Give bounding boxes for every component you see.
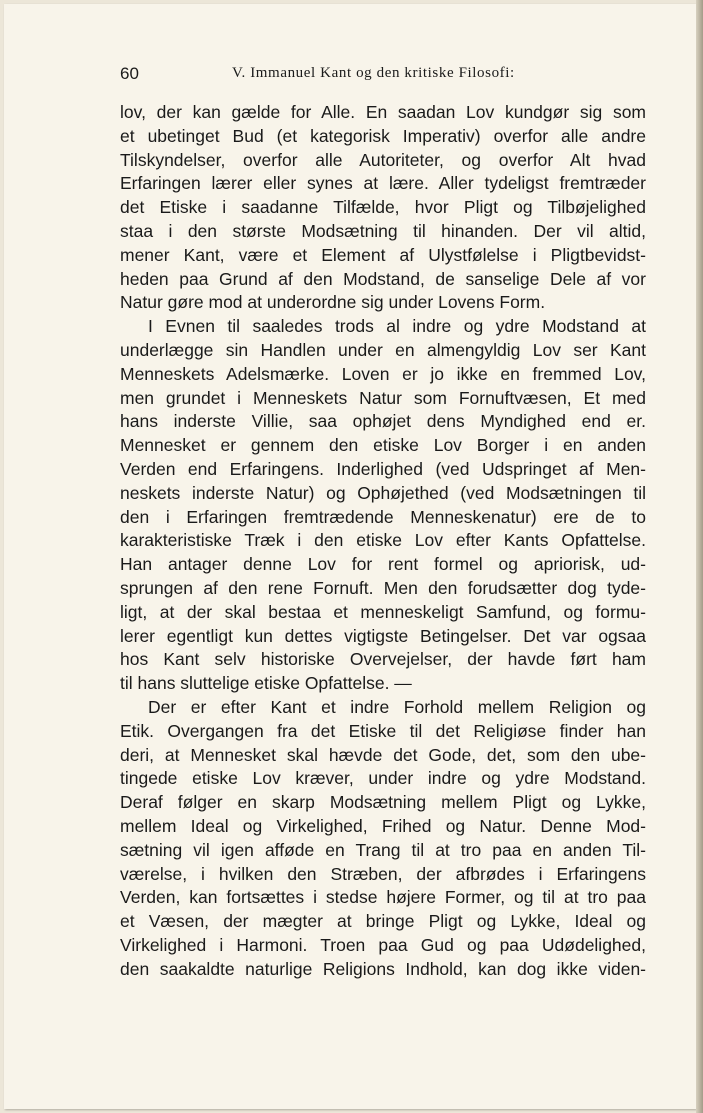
text-line: sprungen af den rene Fornuft. Men den forudsætter dog tyde- [120,577,646,598]
text-line: Mennesket er gennem den etiske Lov Borger i en anden [120,435,646,456]
text-line: Der er efter Kant et indre Forhold mellem Religion og [148,696,646,717]
text-line: Erfaringen lærer eller synes at lære. Aller tydeligst fremtræder [120,173,646,194]
text-line: underlægge sin Handlen under en almengyldig Lov ser Kant [120,339,646,360]
text-line: til hans sluttelige etiske Opfattelse. — [120,673,412,694]
text-line: ligt, at der skal bestaa et menneskeligt Samfund, og formu- [120,601,646,622]
text-line: Etik. Overgangen fra det Etiske til det Religiøse finder han [120,720,646,741]
text-line: heden paa Grund af den Modstand, de sanselige Dele af vor [120,268,646,289]
text-line: Verden, kan fortsættes i stedse højere Former, og til at tro paa [120,887,646,908]
text-line: Han antager denne Lov for rent formel og apriorisk, ud- [120,554,646,575]
text-line: neskets inderste Natur) og Ophøjethed (ved Modsætningen til [120,482,646,503]
text-line: lerer egentligt kun dettes vigtigste Betingelser. Det var ogsaa [120,625,646,646]
page-header [120,64,646,88]
text-line: værelse, i hvilken den Stræben, der afbrødes i Erfaringens [120,863,646,884]
text-line: deri, at Mennesket skal hævde det Gode, det, som den ube- [120,744,646,765]
text-line: staa i den største Modsætning til hinanden. Der vil altid, [120,220,646,241]
text-line: Tilskyndelser, overfor alle Autoriteter, og overfor Alt hvad [120,149,646,170]
text-line: karakteristiske Træk i den etiske Lov efter Kants Opfattelse. [120,530,646,551]
text-line: mener Kant, være et Element af Ulystfølelse i Pligtbevidst- [120,244,646,265]
running-title: V. Immanuel Kant og den kritiske Filosofi: [232,65,515,81]
text-line: et ubetinget Bud (et kategorisk Imperativ) overfor alle andre [120,125,646,146]
body-text [120,101,646,981]
text-line: hos Kant selv historiske Overvejelser, der havde ført ham [120,649,646,670]
text-line: det Etiske i saadanne Tilfælde, hvor Pligt og Tilbøjelighed [120,197,646,218]
text-line: Virkelighed i Harmoni. Troen paa Gud og paa Udødelighed, [120,934,646,955]
text-line: sætning vil igen afføde en Trang til at tro paa en anden Til- [120,839,646,860]
text-line: mellem Ideal og Virkelighed, Frihed og Natur. Denne Mod- [120,815,646,836]
book-page [4,4,696,1109]
page-number: 60 [120,64,139,83]
text-line: tingede etiske Lov kræver, under indre og ydre Modstand. [120,768,646,789]
text-line: den i Erfaringen fremtrædende Menneskenatur) ere de to [120,506,646,527]
text-line: Deraf følger en skarp Modsætning mellem Pligt og Lykke, [120,792,646,813]
text-line: et Væsen, der mægter at bringe Pligt og Lykke, Ideal og [120,911,646,932]
text-line: Verden end Erfaringens. Inderlighed (ved Udspringet af Men- [120,458,646,479]
text-line: den saakaldte naturlige Religions Indhold, kan dog ikke viden- [120,958,646,979]
text-line: Natur gøre mod at underordne sig under Lovens Form. [120,292,546,313]
text-line: men grundet i Menneskets Natur som Fornuftvæsen, Et med [120,387,646,408]
text-line: lov, der kan gælde for Alle. En saadan Lov kundgør sig som [120,102,646,122]
text-line: Menneskets Adelsmærke. Loven er jo ikke en fremmed Lov, [120,363,646,384]
text-line: hans inderste Villie, saa ophøjet dens Myndighed end er. [120,411,646,432]
text-line: I Evnen til saaledes trods al indre og ydre Modstand at [148,316,646,337]
page-edge-shadow [696,0,703,1113]
